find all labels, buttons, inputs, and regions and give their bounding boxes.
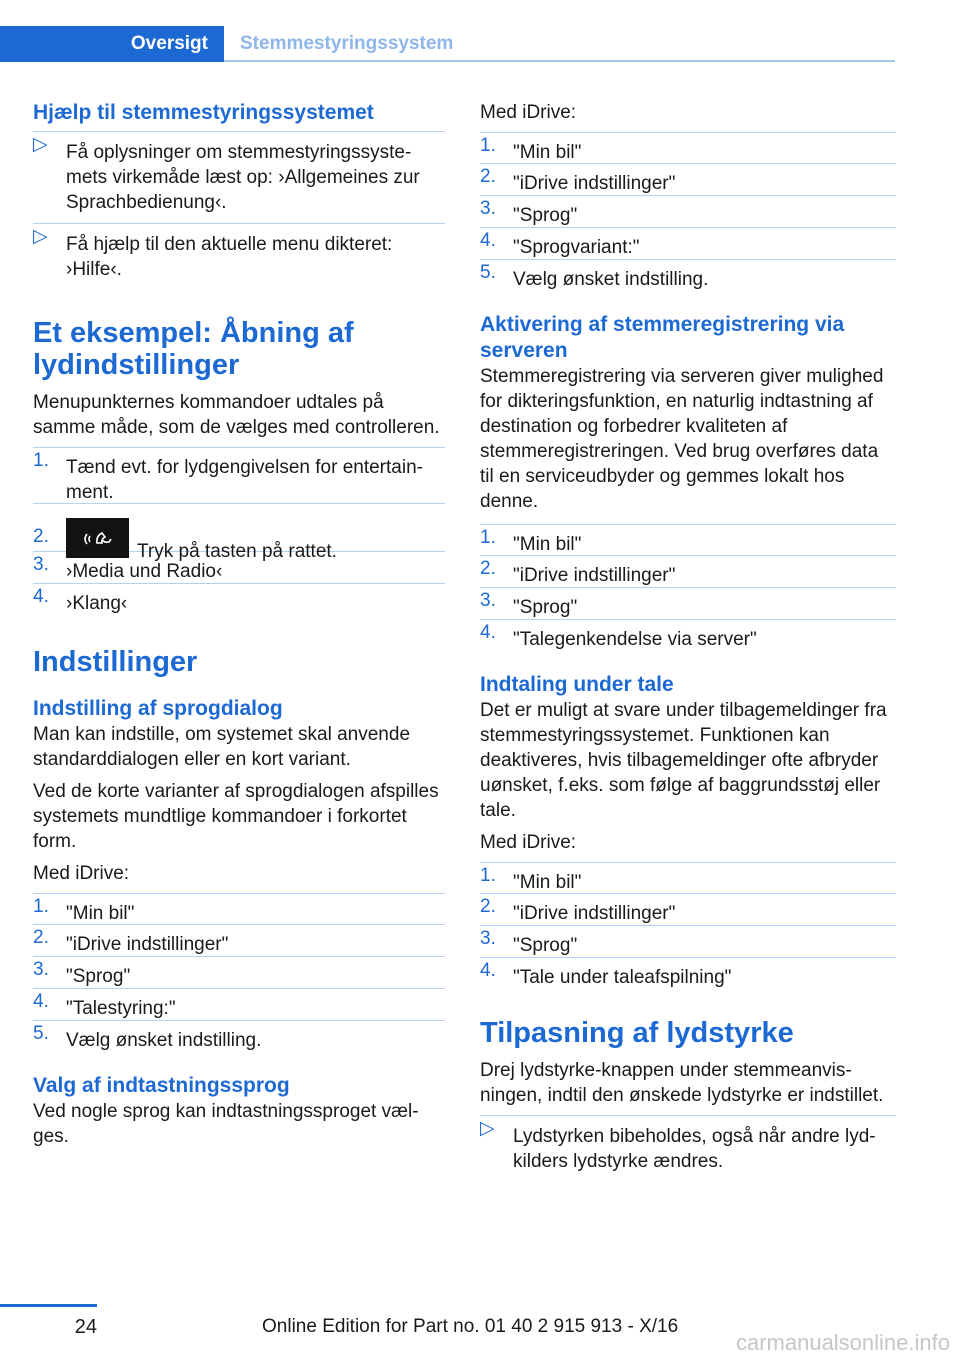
volume-text: Drej lydstyrke-knappen under stemmeanvisningen, indtil den ønskede lydstyrke er indstillet.	[480, 1060, 884, 1106]
list-item: 2. "iDrive indstillinger"	[480, 894, 896, 926]
list-item: 4. "Talegenkendelse via server"	[480, 622, 757, 650]
dialog-text-2: Ved de korte varianter af sprogdialogen afspilles systemets mundtlige kommandoer i forkortet form.	[33, 781, 439, 852]
example-heading: Et eksempel: Åbning af lydindstillinger	[33, 317, 354, 381]
edition-text: Online Edition for Part no. 01 40 2 915 913 - X/16	[262, 1316, 679, 1337]
header-rule	[224, 60, 895, 62]
triangle-marker: ▷	[33, 226, 48, 247]
dialog-steps	[33, 893, 445, 1053]
triangle-marker: ▷	[480, 1118, 495, 1139]
list-item: 3. "Sprog"	[480, 196, 896, 228]
help-heading: Hjælp til stemmestyringssystemet	[33, 101, 374, 124]
list-item: 1. Tænd evt. for lydgengivelsen for entertainment.	[33, 447, 445, 504]
server-steps	[480, 524, 896, 652]
list-item: 4. "Sprogvariant:"	[480, 228, 896, 260]
list-item: 1. "Min bil"	[480, 862, 896, 894]
server-heading: Aktivering af stemmeregistrering via serveren	[480, 313, 845, 362]
example-text: Menupunkternes kommandoer udtales på samme måde, som de vælges med controlleren.	[33, 392, 440, 438]
list-item: 5. Vælg ønsket indstilling.	[480, 262, 709, 290]
list-item: 2. Tryk på tasten på rattet.	[33, 504, 445, 552]
list-item: ▷ Få hjælp til den aktuelle menu dikteret: ›Hilfe‹.	[33, 226, 393, 280]
server-text: Stemmeregistrering via serveren giver mulighed for dikteringsfunktion, en naturlig indtastning af destination og forbedrer kvaliteten af stemmeregistreringen. Ved brug overføres data til en serviceudbyder og gemmes lokalt hos denne.	[480, 366, 884, 512]
list-item: 3. "Sprog"	[33, 957, 445, 989]
list-item: 1. "Min bil"	[480, 132, 896, 164]
settings-heading: Indstillinger	[33, 646, 198, 678]
language-steps	[480, 132, 896, 292]
triangle-marker: ▷	[33, 134, 48, 155]
volume-heading: Tilpasning af lydstyrke	[480, 1017, 794, 1049]
dialog-idrive-label: Med iDrive:	[33, 863, 130, 884]
page-number: 24	[74, 1316, 97, 1338]
dialog-heading: Indstilling af sprogdialog	[33, 697, 283, 720]
bargein-idrive-label: Med iDrive:	[480, 832, 577, 853]
watermark: carmanualsonline.info	[735, 1330, 950, 1355]
bargein-steps	[480, 862, 896, 990]
list-item: 3. "Sprog"	[480, 588, 896, 620]
idrive-intro: Med iDrive:	[480, 102, 577, 123]
list-item: ▷ Få oplysninger om stemmestyringssystemets virkemåde læst op: ›Allgemeines zur Sprachbedienung‹.	[33, 131, 445, 224]
list-item: 2. "iDrive indstillinger"	[480, 556, 896, 588]
bargein-heading: Indtaling under tale	[480, 673, 674, 696]
chapter-tab: Stemmestyringssystem	[240, 33, 454, 54]
left-column	[33, 100, 445, 1156]
list-item: ▷ Lydstyrken bibeholdes, også når andre lydkilders lydstyrke ændres.	[480, 1115, 896, 1182]
input-language-heading: Valg af indtastningssprog	[33, 1074, 290, 1097]
volume-list	[480, 1115, 896, 1182]
list-item: 1. "Min bil"	[480, 524, 896, 556]
help-list	[33, 131, 445, 290]
right-column	[480, 100, 896, 1182]
list-item: 3. ›Media und Radio‹	[33, 552, 445, 584]
input-language-text: Ved nogle sprog kan indtastningssproget vælges.	[33, 1101, 419, 1147]
list-item: 4. ›Klang‹	[33, 586, 128, 614]
list-item: 2. "iDrive indstillinger"	[33, 925, 445, 957]
list-item: 5. Vælg ønsket indstilling.	[33, 1023, 262, 1051]
list-item: 4. "Tale under taleafspilning"	[480, 960, 732, 988]
dialog-text-1: Man kan indstille, om systemet skal anvende standarddialogen eller en kort variant.	[33, 724, 411, 770]
list-item: 3. "Sprog"	[480, 926, 896, 958]
list-item: 2. "iDrive indstillinger"	[480, 164, 896, 196]
list-item: 1. "Min bil"	[33, 893, 445, 925]
page-header	[0, 26, 895, 62]
section-tab: Oversigt	[0, 26, 224, 62]
list-item: 4. "Talestyring:"	[33, 989, 445, 1021]
footer-rule	[0, 1304, 97, 1307]
bargein-text: Det er muligt at svare under tilbagemeldinger fra stemmestyringssystemet. Funktionen kan deaktiveres, hvis tilbagemeldinger ofte afbryder uønsket, f.eks. som følge af baggrundsstøj eller tale.	[480, 700, 887, 821]
example-steps	[33, 447, 445, 616]
